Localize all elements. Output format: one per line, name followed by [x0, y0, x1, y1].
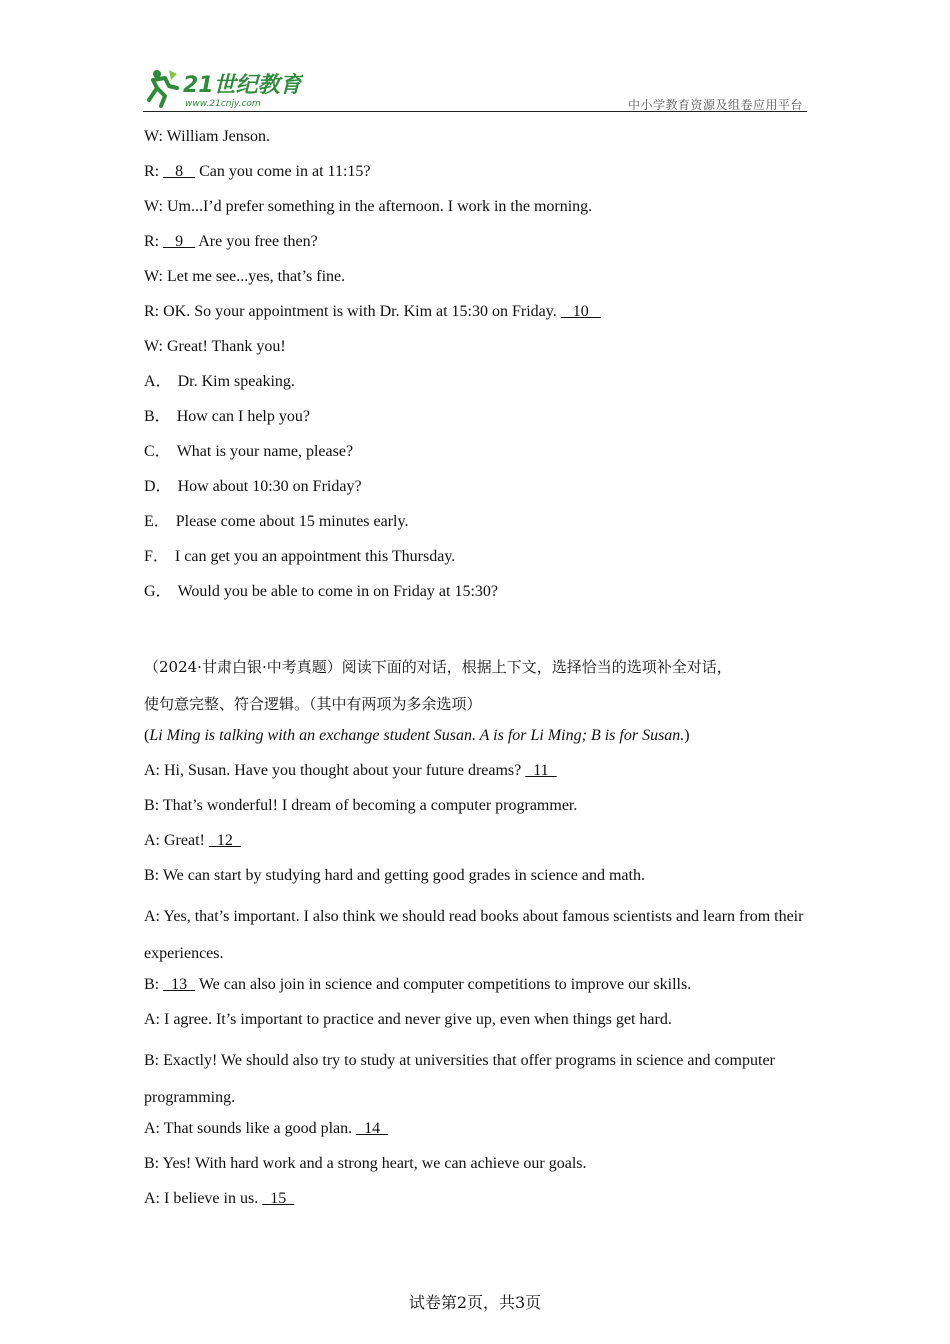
option-item: [144, 544, 808, 579]
line-text: Exactly! We should also try to study at universities that offer programs in science and computer programming.: [144, 1052, 775, 1106]
question-instruction-line2: 使句意完整、符合逻辑。（其中有两项为多余选项）: [144, 695, 482, 713]
option-text: Dr. Kim speaking.: [177, 373, 295, 390]
option-text: How can I help you?: [176, 408, 310, 425]
dialogue-line: [144, 159, 808, 194]
dialogue-line: [144, 1116, 808, 1151]
dialogue-context: (Li Ming is talking with an exchange student Susan. A is for Li Ming; B is for Susan.): [144, 727, 690, 744]
speaker-label: W:: [144, 198, 163, 215]
line-text: Hi, Susan. Have you thought about your future dreams?: [160, 762, 526, 779]
option-item: [144, 579, 808, 614]
dialogue-line: [144, 793, 808, 828]
line-text: We can start by studying hard and getting good grades in science and math.: [159, 867, 645, 884]
line-text: OK. So your appointment is with Dr. Kim at 15:30 on Friday.: [159, 303, 561, 320]
option-text: Would you be able to come in on Friday at 15:30?: [177, 583, 498, 600]
options-list-1: [144, 369, 808, 614]
dialogue-section-1: [144, 124, 808, 369]
option-letter: F．: [144, 548, 169, 565]
speaker-label: A:: [144, 1120, 160, 1137]
speaker-label: A:: [144, 1190, 160, 1207]
site-logo: [143, 66, 303, 110]
dialogue-line: [144, 972, 808, 1007]
option-item: [144, 369, 808, 404]
line-text: Um...I’d prefer something in the afternoon. I work in the morning.: [162, 198, 593, 215]
answer-blank: 12: [208, 832, 241, 849]
option-item: [144, 509, 808, 544]
dialogue-line: [144, 1186, 808, 1221]
speaker-label: R:: [144, 163, 160, 180]
speaker-label: W:: [144, 128, 163, 145]
answer-blank: 9: [163, 233, 196, 250]
speaker-label: B:: [144, 1155, 160, 1172]
line-text: I agree. It’s important to practice and never give up, even when things get hard.: [160, 1011, 672, 1028]
line-text: That sounds like a good plan.: [160, 1120, 357, 1137]
speaker-label: B:: [144, 976, 160, 993]
dialogue-line: [144, 758, 808, 793]
option-text: What is your name, please?: [176, 443, 354, 460]
logo-url: www.21cnjy.com: [185, 99, 261, 109]
answer-blank: 11: [525, 762, 557, 779]
option-item: [144, 439, 808, 474]
header-divider: [143, 111, 807, 112]
option-letter: B．: [144, 408, 171, 425]
line-text: Yes! With hard work and a strong heart, we can achieve our goals.: [159, 1155, 587, 1172]
page-footer: 试卷第2页，共3页: [408, 1293, 542, 1312]
dialogue-line: [144, 299, 808, 334]
option-text: I can get you an appointment this Thursday.: [174, 548, 456, 565]
section-spacer: [144, 614, 808, 649]
header-platform-name: 中小学教育资源及组卷应用平台: [627, 98, 803, 112]
speaker-label: A:: [144, 832, 160, 849]
line-text: Yes, that’s important. I also think we should read books about famous scientists and learn from their experiences.: [144, 908, 804, 962]
speaker-label: B:: [144, 867, 160, 884]
option-letter: G．: [144, 583, 172, 600]
dialogue-line: [144, 124, 808, 159]
answer-blank: 8: [163, 163, 196, 180]
line-text: Let me see...yes, that’s fine.: [162, 268, 346, 285]
option-letter: C．: [144, 443, 171, 460]
dialogue-line: [144, 334, 808, 369]
option-item: [144, 404, 808, 439]
answer-blank: 14: [356, 1120, 389, 1137]
speaker-label: W:: [144, 338, 163, 355]
line-text: That’s wonderful! I dream of becoming a computer programmer.: [159, 797, 578, 814]
dialogue-line: [144, 1151, 808, 1186]
dialogue-line: [144, 863, 808, 898]
line-text-after: Are you free then?: [195, 233, 318, 250]
dialogue-line: [144, 828, 808, 863]
line-text: I believe in us.: [160, 1190, 263, 1207]
speaker-label: B:: [144, 797, 160, 814]
speaker-label: B:: [144, 1052, 160, 1069]
option-letter: A．: [144, 373, 172, 390]
speaker-label: A:: [144, 762, 160, 779]
document-body: [144, 124, 808, 1221]
dialogue-line: [144, 194, 808, 229]
line-text: William Jenson.: [162, 128, 271, 145]
dialogue-line: [144, 264, 808, 299]
line-text: Great!: [160, 832, 209, 849]
dialogue-section-2: [144, 758, 808, 1221]
answer-blank: 15: [262, 1190, 295, 1207]
line-text: Great! Thank you!: [162, 338, 286, 355]
page-header: [143, 66, 807, 114]
line-text-after: Can you come in at 11:15?: [195, 163, 371, 180]
speaker-label: R:: [144, 303, 160, 320]
speaker-label: R:: [144, 233, 160, 250]
option-letter: E．: [144, 513, 170, 530]
speaker-label: W:: [144, 268, 163, 285]
speaker-label: A:: [144, 1011, 160, 1028]
speaker-label: A:: [144, 908, 160, 925]
option-text: Please come about 15 minutes early.: [175, 513, 409, 530]
answer-blank: 13: [163, 976, 196, 993]
dialogue-line: [144, 229, 808, 264]
option-item: [144, 474, 808, 509]
dialogue-line: [144, 1007, 808, 1042]
line-text-after: We can also join in science and computer competitions to improve our skills.: [195, 976, 692, 993]
option-text: How about 10:30 on Friday?: [177, 478, 362, 495]
question-instruction-line1: （2024·甘肃白银·中考真题）阅读下面的对话，根据上下文，选择恰当的选项补全对话，: [144, 658, 732, 676]
answer-blank: 10: [560, 303, 601, 320]
logo-wordmark: 21世纪教育: [183, 73, 302, 98]
option-letter: D．: [144, 478, 172, 495]
dialogue-line: [144, 1042, 808, 1116]
dialogue-line: [144, 898, 808, 972]
